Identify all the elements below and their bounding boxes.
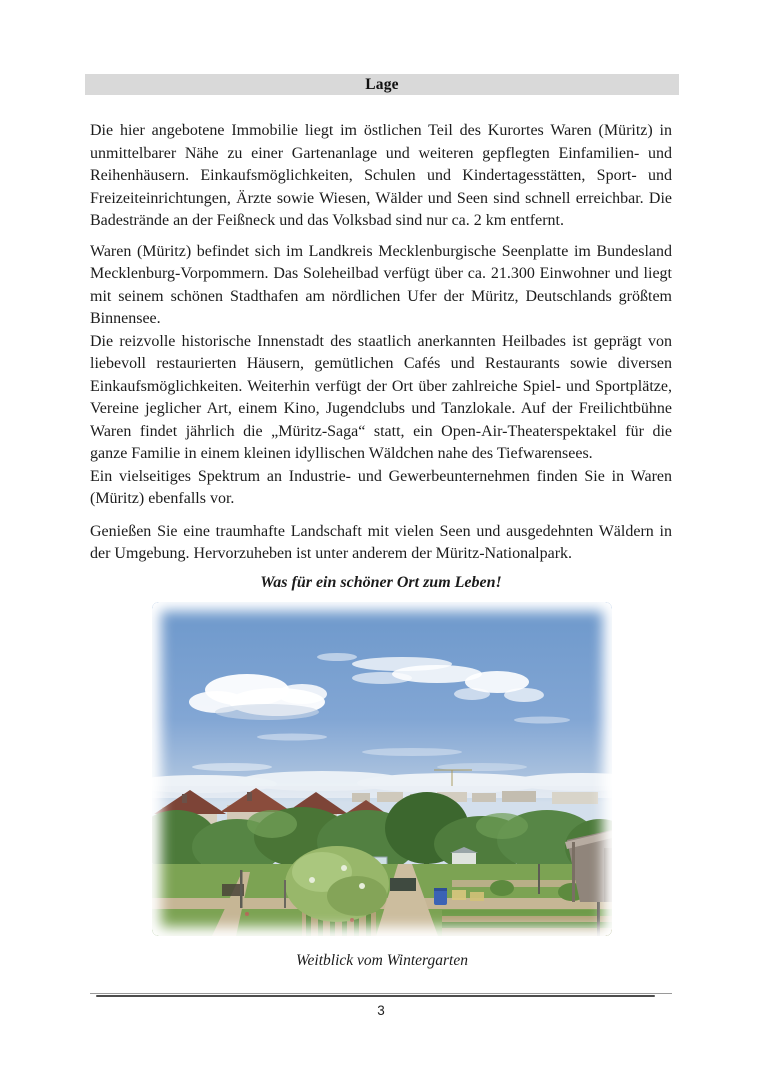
- page-footer: [90, 993, 672, 1018]
- paragraph-location-3: Die reizvolle historische Innenstadt des staatlich anerkannten Heilbades ist geprägt von liebevoll restaurierten Häusern, gemütlichen Cafés und Restaurants sowie diversen Einkaufsmöglichkeiten. Weiterhin verfügt der Ort über zahlreiche Spiel- und Sportplätze, Vereine jeglicher Art, einem Kino, Jugendclubs und Tanzlokale. Auf der Freilichtbühne Waren findet jährlich die „Müritz-Saga“ statt, ein Open-Air-Theaterspektakel für die ganze Familie in einem kleinen idyllischen Wäldchen nahe des Tiefwarensees.: [90, 332, 672, 462]
- property-photo: [152, 602, 612, 936]
- tagline: Was für ein schöner Ort zum Leben!: [260, 573, 502, 591]
- photo-flowering-bush: [285, 846, 389, 922]
- paragraph-location-1: Die hier angebotene Immobilie liegt im östlichen Teil des Kurortes Waren (Müritz) in unmittelbarer Nähe zu einer Gartenanlage und weiteren gepflegten Einfamilien- und Reihenhäusern. Einkaufsmöglichkeiten, Schulen und Kindertagesstätten, Sport- und Freizeiteinrichtungen, Ärzte sowie Wiesen, Wälder und Seen sind schnell erreichbar. Die Badestrände an der Feißneck und das Volksbad sind nur ca. 2 km entfernt.: [90, 122, 672, 229]
- photo-caption: Weitblick vom Wintergarten: [296, 951, 468, 969]
- body-text: [90, 120, 672, 594]
- page-number: 3: [377, 1003, 385, 1018]
- paragraph-location-2: Waren (Müritz) befindet sich im Landkreis Mecklenburgische Seenplatte im Bundesland Mecklenburg-Vorpommern. Das Soleheilbad verfügt über ca. 21.300 Einwohner und liegt mit seinem schönen Stadthafen am nördlichen Ufer der Müritz, Deutschlands größtem Binnensee.: [90, 242, 672, 327]
- garden-view-illustration: [152, 602, 612, 936]
- photo-right-roof-structure: [565, 830, 612, 902]
- paragraph-location-5: Genießen Sie eine traumhafte Landschaft mit vielen Seen und ausgedehnten Wäldern in der Umgebung. Hervorzuheben ist unter anderem der Müritz-Nationalpark.: [90, 522, 672, 562]
- section-title: Lage: [365, 75, 399, 93]
- section-header-bar: [85, 74, 679, 95]
- footer-rule: [90, 993, 672, 994]
- footer-rule-thick: [96, 995, 655, 997]
- paragraph-location-4: Ein vielseitiges Spektrum an Industrie- und Gewerbeunternehmen finden Sie in Waren (Müritz) ebenfalls vor.: [90, 467, 672, 507]
